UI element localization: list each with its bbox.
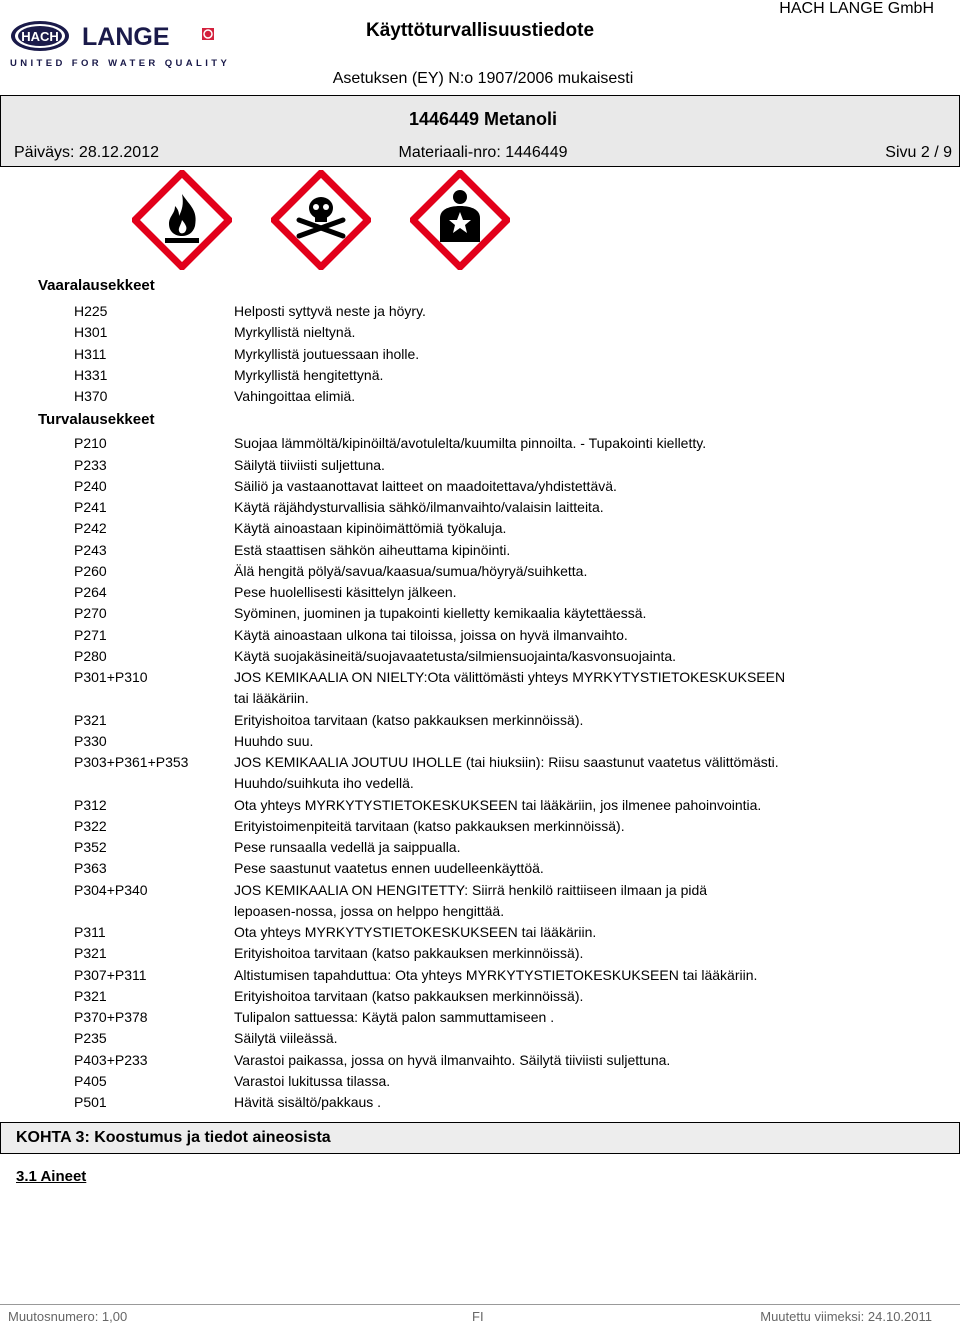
statement-text: Käytä räjähdysturvallisia sähkö/ilmanvaihto/valaisin laitteita. bbox=[234, 499, 604, 515]
document-date: Päiväys: 28.12.2012 bbox=[14, 144, 159, 161]
statement-text: Varastoi paikassa, jossa on hyvä ilmanvaihto. Säilytä tiiviisti suljettuna. bbox=[234, 1051, 671, 1068]
company-name: HACH LANGE GmbH bbox=[779, 0, 934, 17]
statement-text: Vahingoittaa elimiä. bbox=[234, 388, 356, 404]
statement-text: JOS KEMIKAALIA ON NIELTY:Ota välittömästi yhteys MYRKYTYSTIETOKESKUKSEEN bbox=[234, 669, 786, 685]
statement-text: Altistumisen tapahduttua: Ota yhteys MYRKYTYSTIETOKESKUKSEEN tai lääkäriin. bbox=[234, 966, 758, 983]
statement-text: Ota yhteys MYRKYTYSTIETOKESKUKSEEN tai lääkäriin. bbox=[234, 924, 597, 940]
statement-code: P311 bbox=[74, 924, 106, 940]
statement-text: Säilytä tiiviisti suljettuna. bbox=[234, 456, 385, 473]
statement-code: P370+P378 bbox=[74, 1009, 148, 1025]
logo-brand: LANGE bbox=[82, 23, 170, 51]
statement-text: Myrkyllistä joutuessaan iholle. bbox=[234, 345, 420, 362]
statement-code: H311 bbox=[74, 345, 107, 362]
statement-text: Huuhdo/suihkuta iho vedellä. bbox=[234, 775, 414, 792]
statement-text: Helposti syttyvä neste ja höyry. bbox=[234, 303, 426, 319]
statement-text: lepoasen-nossa, jossa on helppo hengittää. bbox=[234, 902, 505, 919]
statement-code: P242 bbox=[74, 520, 107, 537]
footer-divider bbox=[0, 1304, 960, 1305]
statement-text: Pese huolellisesti käsittelyn jälkeen. bbox=[234, 584, 457, 600]
statement-code: P270 bbox=[74, 605, 107, 622]
flame-pictogram bbox=[132, 170, 232, 270]
footer-revision: Muutosnumero: 1,00 bbox=[8, 1309, 128, 1324]
statement-code: P363 bbox=[74, 860, 107, 877]
statement-text: Varastoi lukitussa tilassa. bbox=[234, 1072, 391, 1089]
statement-code: H331 bbox=[74, 366, 108, 383]
statement-text: Syöminen, juominen ja tupakointi kielletty kemikaalia käytettäessä. bbox=[234, 605, 647, 622]
statement-code: H225 bbox=[74, 303, 108, 319]
logo-badge: HACH bbox=[21, 29, 59, 44]
statement-code: P304+P340 bbox=[74, 881, 148, 898]
precautionary-statements-heading: Turvalausekkeet bbox=[38, 411, 155, 429]
statement-code: P243 bbox=[74, 541, 107, 558]
product-name: 1446449 Metanoli bbox=[408, 109, 558, 129]
subsection-title: 3.1 Aineet bbox=[16, 1168, 87, 1185]
section-3-title: KOHTA 3: Koostumus ja tiedot aineosista bbox=[16, 1129, 331, 1146]
statement-code: P352 bbox=[74, 839, 107, 855]
statement-code: H370 bbox=[74, 388, 108, 404]
document-title: Käyttöturvallisuustiedote bbox=[365, 20, 595, 41]
statement-text: JOS KEMIKAALIA JOUTUU IHOLLE (tai hiuksiin): Riisu saastunut vaatetus välittömästi. bbox=[234, 754, 779, 770]
statement-code: P210 bbox=[74, 435, 107, 452]
statement-code: H301 bbox=[74, 324, 108, 341]
health-hazard-pictogram bbox=[410, 170, 510, 270]
statement-text: Erityishoitoa tarvitaan (katso pakkauksen merkinnöissä). bbox=[234, 945, 584, 962]
statement-code: P330 bbox=[74, 732, 107, 749]
statement-text: JOS KEMIKAALIA ON HENGITETTY: Siirrä henkilö raittiiseen ilmaan ja pidä bbox=[234, 881, 708, 898]
statement-text: Käytä ainoastaan kipinöimättömiä työkaluja. bbox=[234, 520, 507, 537]
statement-code: P307+P311 bbox=[74, 966, 147, 983]
statement-code: P280 bbox=[74, 647, 107, 664]
statement-code: P403+P233 bbox=[74, 1051, 148, 1068]
statement-text: Ota yhteys MYRKYTYSTIETOKESKUKSEEN tai lääkäriin, jos ilmenee pahoinvointia. bbox=[234, 796, 762, 813]
statement-code: P312 bbox=[74, 796, 107, 813]
statement-text: Erityistoimenpiteitä tarvitaan (katso pakkauksen merkinnöissä). bbox=[234, 817, 625, 834]
statement-code: P321 bbox=[74, 711, 107, 728]
statement-text: Erityishoitoa tarvitaan (katso pakkauksen merkinnöissä). bbox=[234, 987, 584, 1004]
statement-code: P321 bbox=[74, 945, 107, 962]
statement-text: Myrkyllistä hengitettynä. bbox=[234, 366, 384, 383]
statement-code: P271 bbox=[74, 626, 107, 643]
statement-code: P264 bbox=[74, 584, 107, 600]
statement-code: P501 bbox=[74, 1094, 107, 1110]
page-number: Sivu 2 / 9 bbox=[885, 144, 952, 161]
material-number: Materiaali-nro: 1446449 bbox=[398, 144, 568, 161]
hazard-statements-heading: Vaaralausekkeet bbox=[38, 277, 155, 294]
statement-text: Tulipalon sattuessa: Käytä palon sammuttamiseen . bbox=[234, 1009, 555, 1025]
statement-code: P233 bbox=[74, 456, 107, 473]
logo-tagline: UNITED FOR WATER QUALITY bbox=[10, 58, 231, 69]
statement-text: Älä hengitä pölyä/savua/kaasua/sumua/höyryä/suihketta. bbox=[234, 562, 588, 579]
regulation-reference: Asetuksen (EY) N:o 1907/2006 mukaisesti bbox=[332, 70, 634, 87]
statement-text: Suojaa lämmöltä/kipinöiltä/avotulelta/kuumilta pinnoilta. - Tupakointi kielletty. bbox=[234, 435, 707, 452]
statement-text: Käytä ainoastaan ulkona tai tiloissa, joissa on hyvä ilmanvaihto. bbox=[234, 626, 628, 643]
statement-code: P240 bbox=[74, 477, 107, 494]
statement-text: Pese saastunut vaatetus ennen uudelleenkäyttöä. bbox=[234, 860, 544, 877]
statement-text: Hävitä sisältö/pakkaus . bbox=[234, 1094, 382, 1110]
statement-code: P303+P361+P353 bbox=[74, 754, 189, 770]
statement-text: Myrkyllistä nieltynä. bbox=[234, 324, 356, 341]
statement-text: Pese runsaalla vedellä ja saippualla. bbox=[234, 839, 461, 855]
statement-text: Säilytä viileässä. bbox=[234, 1030, 338, 1047]
statement-text: Estä staattisen sähkön aiheuttama kipinöinti. bbox=[234, 541, 511, 558]
statement-code: P260 bbox=[74, 562, 107, 579]
statement-code: P405 bbox=[74, 1072, 107, 1089]
statement-text: Käytä suojakäsineitä/suojavaatetusta/silmiensuojainta/kasvonsuojainta. bbox=[234, 647, 677, 664]
statement-text: Erityishoitoa tarvitaan (katso pakkauksen merkinnöissä). bbox=[234, 711, 584, 728]
statement-text: Säiliö ja vastaanottavat laitteet on maadoitettava/yhdistettävä. bbox=[234, 477, 617, 494]
footer-language: FI bbox=[472, 1309, 484, 1324]
statement-text: Huuhdo suu. bbox=[234, 732, 314, 749]
statement-text: tai lääkäriin. bbox=[234, 690, 309, 707]
statement-code: P301+P310 bbox=[74, 669, 148, 685]
skull-crossbones-pictogram bbox=[271, 170, 371, 270]
statement-code: P321 bbox=[74, 987, 107, 1004]
footer-updated: Muutettu viimeksi: 24.10.2011 bbox=[760, 1309, 932, 1324]
statement-code: P241 bbox=[74, 499, 107, 515]
statement-code: P235 bbox=[74, 1030, 107, 1047]
statement-code: P322 bbox=[74, 817, 107, 834]
